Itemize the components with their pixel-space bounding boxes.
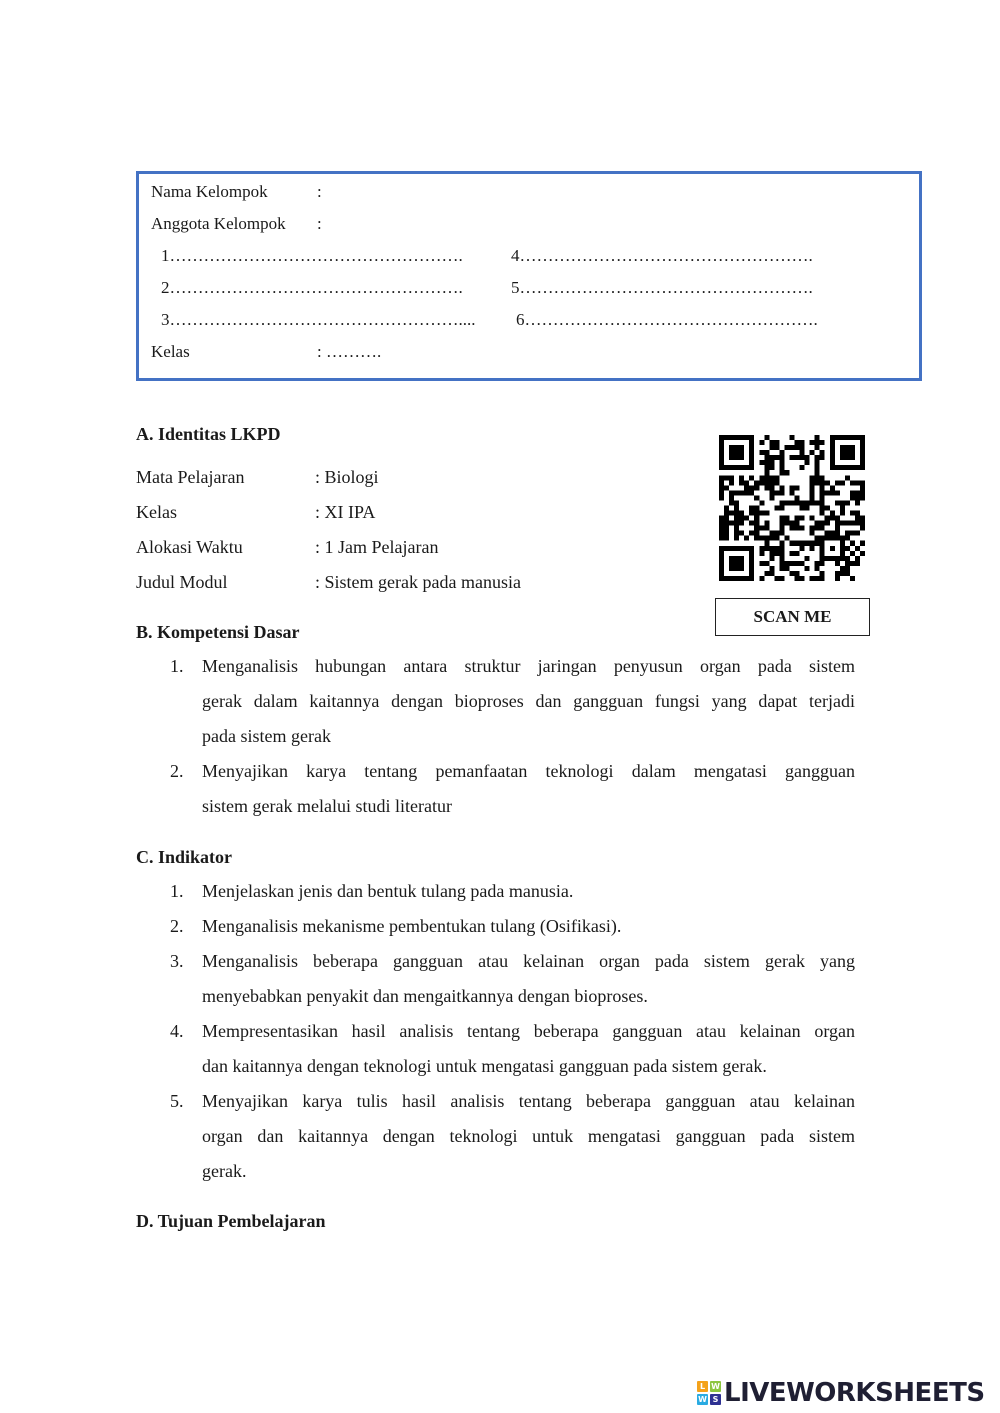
group-info-box [136,171,922,381]
indicator-number: 4. [170,1021,184,1041]
competency-line: sistem gerak melalui studi literatur [202,796,452,816]
identity-value-time: : 1 Jam Pelajaran [315,537,439,557]
competency-line: Menganalisis hubungan antara struktur jaringan penyusun organ pada sistem [202,656,855,676]
identity-label-time: Alokasi Waktu [136,537,243,557]
section-a-heading: A. Identitas LKPD [136,424,281,444]
indicator-line: Menjelaskan jenis dan bentuk tulang pada manusia. [202,881,574,901]
class-value[interactable]: : ………. [317,342,382,361]
group-name-label: Nama Kelompok [151,182,268,201]
section-d-heading: D. Tujuan Pembelajaran [136,1211,326,1231]
logo-mark-tile: S [710,1394,721,1405]
indicator-number: 1. [170,881,184,901]
indicator-number: 3. [170,951,184,971]
class-label: Kelas [151,342,190,361]
section-c-heading: C. Indikator [136,847,233,867]
member-line-1[interactable]: 1……………………………………………. [161,246,463,265]
member-line-4[interactable]: 4……………………………………………. [511,246,813,265]
liveworksheets-mark-icon [697,1381,721,1405]
identity-value-subject: : Biologi [315,467,379,487]
section-b-heading: B. Kompetensi Dasar [136,622,300,642]
indicator-line: Mempresentasikan hasil analisis tentang beberapa gangguan atau kelainan organ [202,1021,855,1041]
competency-line: Menyajikan karya tentang pemanfaatan teknologi dalam mengatasi gangguan [202,761,855,781]
liveworksheets-logo[interactable] [697,1377,985,1409]
competency-line: gerak dalam kaitannya dengan bioproses dan gangguan fungsi yang dapat terjadi [202,691,855,711]
identity-value-module: : Sistem gerak pada manusia [315,572,521,592]
competency-number: 1. [170,656,184,676]
indicator-line: Menganalisis mekanisme pembentukan tulang (Osifikasi). [202,916,622,936]
liveworksheets-wordmark: LIVEWORKSHEETS [724,1378,985,1408]
identity-value-class: : XI IPA [315,502,376,522]
identity-label-subject: Mata Pelajaran [136,467,245,487]
logo-mark-tile: L [697,1381,708,1392]
indicator-line: Menyajikan karya tulis hasil analisis tentang beberapa gangguan atau kelainan [202,1091,855,1111]
indicator-number: 2. [170,916,184,936]
identity-label-class: Kelas [136,502,177,522]
scan-me-label: SCAN ME [715,598,870,636]
indicator-line: organ dan kaitannya dengan teknologi untuk mengatasi gangguan pada sistem [202,1126,855,1146]
group-name-colon: : [317,182,322,201]
group-members-label: Anggota Kelompok [151,214,286,233]
qr-code-icon[interactable] [719,435,865,581]
member-line-3[interactable]: 3…………………………………………….... [161,310,476,329]
identity-label-module: Judul Modul [136,572,228,592]
logo-mark-tile: W [711,1382,720,1391]
indicator-line: Menganalisis beberapa gangguan atau kelainan organ pada sistem gerak yang [202,951,855,971]
member-line-2[interactable]: 2……………………………………………. [161,278,463,297]
group-members-colon: : [317,214,322,233]
competency-line: pada sistem gerak [202,726,331,746]
member-line-5[interactable]: 5……………………………………………. [511,278,813,297]
competency-number: 2. [170,761,184,781]
indicator-number: 5. [170,1091,184,1111]
member-line-6[interactable]: 6……………………………………………. [516,310,818,329]
indicator-line: dan kaitannya dengan teknologi untuk mengatasi gangguan pada sistem gerak. [202,1056,767,1076]
indicator-line: gerak. [202,1161,247,1181]
indicator-line: menyebabkan penyakit dan mengaitkannya dengan bioproses. [202,986,648,1006]
logo-mark-tile: W [698,1395,707,1404]
